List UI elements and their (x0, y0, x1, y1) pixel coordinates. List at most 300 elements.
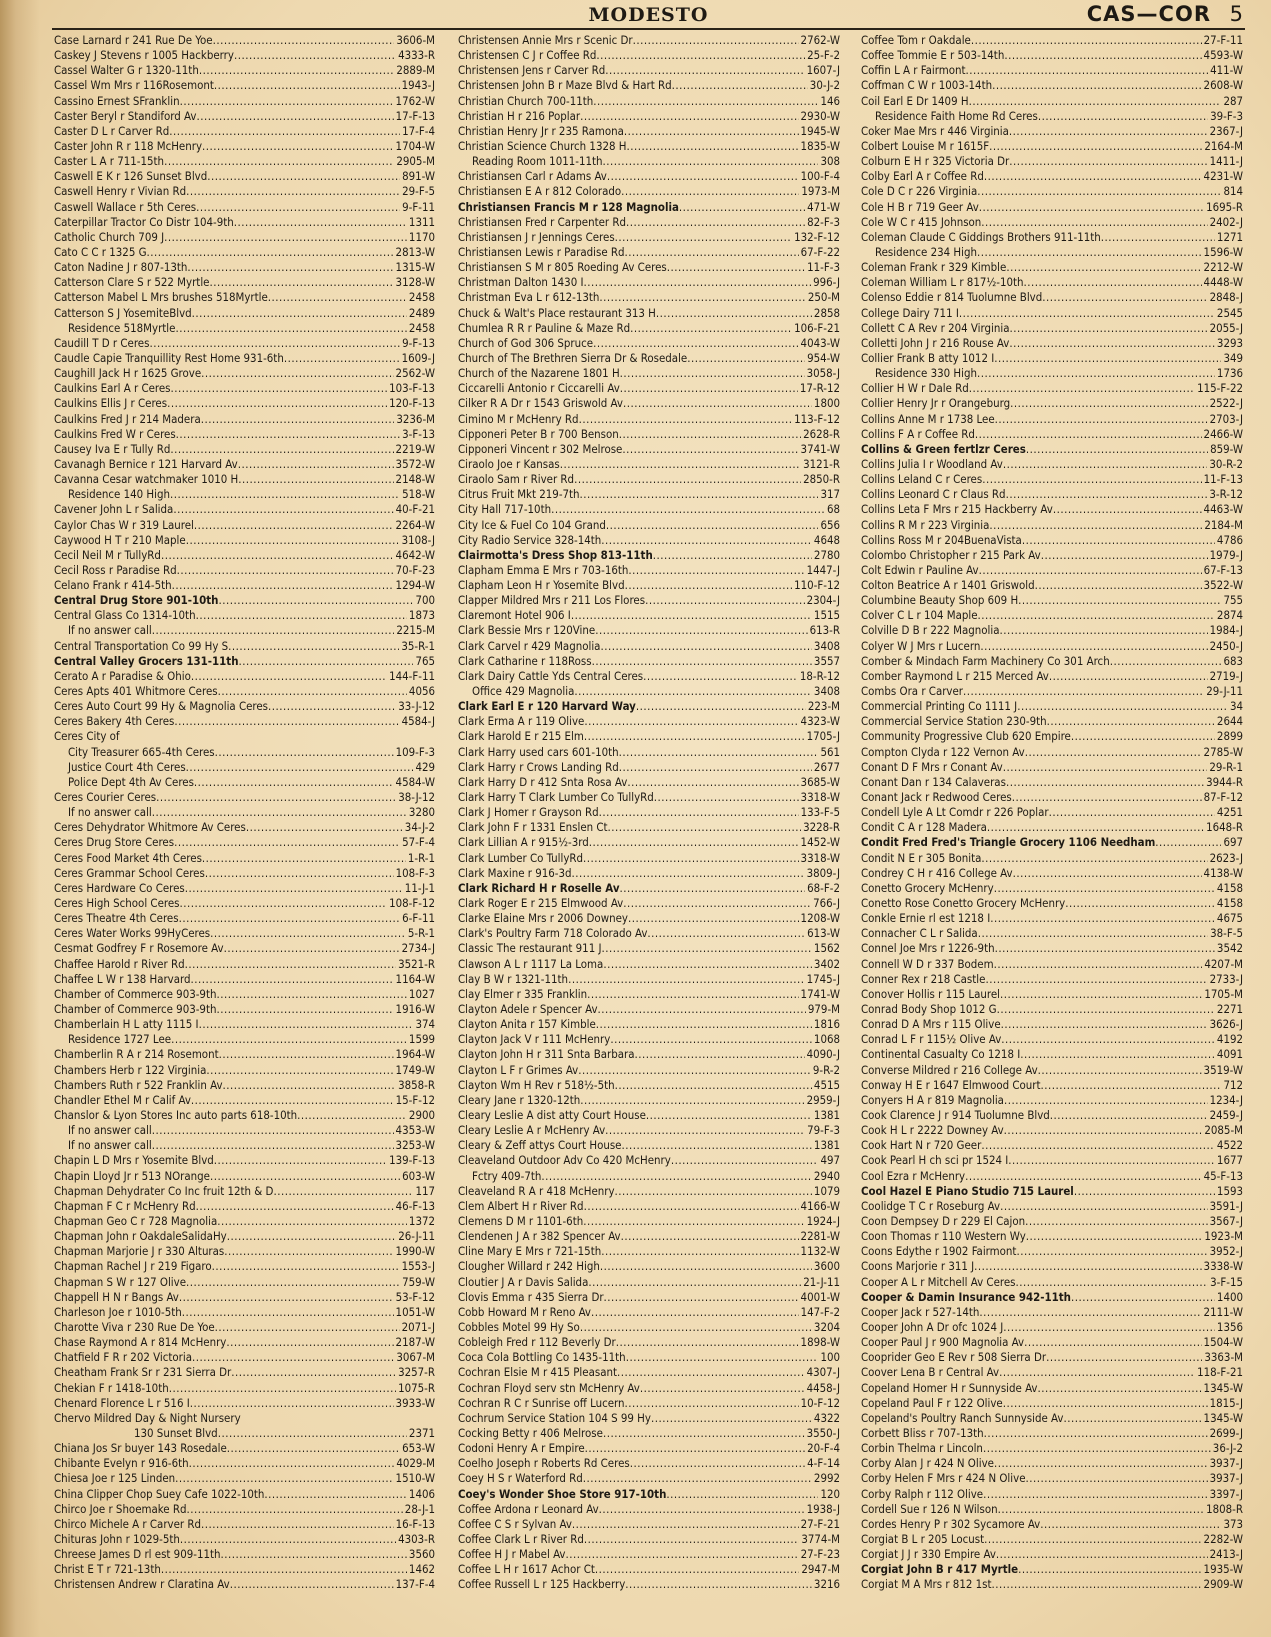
leader-dots (187, 1502, 403, 1517)
listing-phone: 1510-W (395, 1471, 435, 1486)
listing-name: Caylor Chas W r 319 Laurel (54, 517, 194, 532)
leader-dots (199, 63, 395, 78)
listing-name: Chirco Michele A r Carver Rd (54, 1516, 201, 1531)
listing-name: Chambers Ruth r 522 Franklin Av (54, 1077, 223, 1092)
leader-dots (635, 1047, 805, 1062)
listing-phone: 1648-R (1206, 820, 1243, 835)
leader-dots (1053, 502, 1202, 517)
listing-phone: 2458 (408, 290, 435, 305)
listing-phone: 3937-J (1209, 1471, 1243, 1486)
listing-phone: 1447-J (806, 562, 840, 577)
leader-dots (978, 926, 1208, 941)
leader-dots (216, 1002, 393, 1017)
listing-name: Conway H E r 1647 Elmwood Court (861, 1077, 1041, 1092)
leader-dots (626, 215, 805, 230)
listing-name: Cole H B r 719 Geer Av (861, 199, 979, 214)
listing-name: Caulkins Earl A r Ceres (54, 381, 171, 396)
listing-row (458, 1335, 840, 1350)
listing-row (54, 245, 435, 260)
listing-row (861, 714, 1243, 729)
leader-dots (196, 109, 393, 124)
listing-row (458, 487, 840, 502)
listing-phone: 108-F-12 (389, 896, 435, 911)
listing-row (458, 1320, 840, 1335)
listing-row (861, 1229, 1243, 1244)
listing-row (54, 987, 435, 1002)
listing-name: Conant D F Mrs r Conant Av (861, 759, 1003, 774)
listing-name: Caywood H T r 210 Maple (54, 532, 186, 547)
listing-row (458, 851, 840, 866)
leader-dots (1074, 1184, 1215, 1199)
listing-row (861, 1199, 1243, 1214)
listing-phone: 26-J-11 (398, 1229, 435, 1244)
listing-name: Chervo Mildred Day & Night Nursery (54, 1410, 241, 1425)
listing-phone: 30-R-2 (1209, 456, 1243, 471)
listing-row (458, 48, 840, 63)
listing-name: Coons Marjorie r 311 J (861, 1259, 975, 1274)
listing-phone: 67-F-13 (1203, 562, 1243, 577)
listing-name: Ceres Apts 401 Whitmore Ceres (54, 684, 218, 699)
listing-row (861, 290, 1243, 305)
listing-row (54, 63, 435, 78)
leader-dots (981, 215, 1207, 230)
listing-name: Caster D L r Carver Rd (54, 123, 170, 138)
listing-row (861, 1426, 1243, 1441)
listing-row (861, 1411, 1243, 1426)
listing-name: Caswell E K r 126 Sunset Blvd (54, 169, 208, 184)
listing-phone: 1452-W (800, 835, 840, 850)
leader-dots (209, 275, 393, 290)
listing-row (54, 608, 435, 623)
listing-name: Cobbles Motel 99 Hy So (458, 1319, 580, 1334)
listing-phone: 1762-W (395, 93, 435, 108)
listing-name: Coffee Tommie E r 503-14th (861, 48, 1005, 63)
listing-name: Ciccarelli Antonio r Ciccarelli Av (458, 381, 620, 396)
listing-name: Christiansen Carl r Adams Av (458, 169, 607, 184)
listing-name: Christensen C J r Coffee Rd (458, 48, 597, 63)
leader-dots (599, 805, 799, 820)
listing-name: Chenard Florence L r 516 I (54, 1395, 190, 1410)
leader-dots (228, 639, 399, 654)
leader-dots (1004, 48, 1201, 63)
listing-name: Connacher C L r Salida (861, 926, 978, 941)
leader-dots (196, 200, 400, 215)
leader-dots (984, 169, 1202, 184)
leader-dots (984, 1532, 1201, 1547)
listing-row (458, 941, 840, 956)
listing-name: If no answer call (68, 805, 152, 820)
listing-name: Collins Julia I r Woodland Av (861, 456, 1003, 471)
listing-phone: 87-F-12 (1203, 790, 1243, 805)
listing-row (861, 351, 1243, 366)
listing-name: Codoni Henry A r Empire (458, 1441, 585, 1456)
listing-row (54, 623, 435, 638)
listing-phone: 106-F-21 (794, 320, 840, 335)
listing-row (54, 851, 435, 866)
listing-name: Residence 330 High (875, 366, 977, 381)
leader-dots (1001, 1032, 1215, 1047)
listing-name: Connell W D r 337 Bodem (861, 956, 994, 971)
listing-name: Chuck & Walt's Place restaurant 313 H (458, 305, 656, 320)
listing-row (54, 578, 435, 593)
listing-phone: 2148-W (395, 472, 435, 487)
listing-row (54, 306, 435, 321)
leader-dots (227, 1229, 397, 1244)
listing-row (458, 1063, 840, 1078)
listing-name: Cooper Paul J r 900 Magnolia Av (861, 1335, 1025, 1350)
listing-phone: 40-F-21 (395, 502, 435, 517)
listing-phone: 2959-J (806, 1092, 840, 1107)
listing-row (458, 1002, 840, 1017)
listing-row (458, 1577, 840, 1592)
listing-phone: 1234-J (1209, 1092, 1243, 1107)
listing-phone: 1990-W (395, 1244, 435, 1259)
listing-name: Colletti John J r 216 Rouse Av (861, 335, 1010, 350)
listing-name: Commercial Service Station 230-9th (861, 714, 1047, 729)
listing-phone: 6-F-11 (402, 911, 435, 926)
listing-phone: 1562 (813, 941, 840, 956)
listing-name: Christensen Annie Mrs r Scenic Dr (458, 33, 633, 47)
leader-dots (654, 790, 799, 805)
listing-row (458, 1017, 840, 1032)
listing-row (458, 1441, 840, 1456)
listing-row (861, 1244, 1243, 1259)
listing-phone: 1208-W (800, 911, 840, 926)
leader-dots (152, 1138, 394, 1153)
listing-name: Ciraolo Joe r Kansas (458, 456, 560, 471)
listing-name: Community Progressive Club 620 Empire (861, 729, 1071, 744)
listing-row (54, 972, 435, 987)
listing-name: Cato C C r 1325 G (54, 244, 147, 259)
listing-row (458, 33, 840, 48)
listing-row (54, 1199, 435, 1214)
listing-row (458, 321, 840, 336)
leader-dots (161, 548, 394, 563)
listing-row (861, 169, 1243, 184)
listing-name: Ceres Bakery 4th Ceres (54, 714, 175, 729)
listing-row (54, 1153, 435, 1168)
leader-dots (998, 1502, 1204, 1517)
listing-row (861, 1441, 1243, 1456)
listing-row (861, 1108, 1243, 1123)
leader-dots (624, 124, 799, 139)
leader-dots (1041, 1078, 1222, 1093)
listing-row (54, 714, 435, 729)
leader-dots (1018, 593, 1221, 608)
listing-row (54, 109, 435, 124)
leader-dots (152, 805, 407, 820)
listing-row (861, 1365, 1243, 1380)
listing-row (54, 1502, 435, 1517)
listing-name: Conyers H A r 819 Magnolia (861, 1092, 1004, 1107)
listing-name: Clay B W r 1321-11th (458, 971, 569, 986)
listing-row (458, 1456, 840, 1471)
listing-name: Collins Leta F Mrs r 215 Hackberry Av (861, 502, 1053, 517)
leader-dots (192, 306, 407, 321)
listing-row (54, 124, 435, 139)
listing-name: Clemens D M r 1101-6th (458, 1213, 584, 1228)
listing-phone: 2780 (813, 547, 840, 562)
listing-name: Chapman Rachel J r 219 Figaro (54, 1259, 212, 1274)
leader-dots (1071, 1290, 1215, 1305)
leader-dots (1042, 290, 1207, 305)
leader-dots (171, 1032, 407, 1047)
listing-row (54, 366, 435, 381)
listing-phone: 1816 (813, 1017, 840, 1032)
listing-row (861, 1290, 1243, 1305)
listing-row (54, 200, 435, 215)
listing-phone: 2623-J (1209, 850, 1243, 865)
listing-row (458, 775, 840, 790)
listing-row (861, 835, 1243, 850)
listing-row (861, 1017, 1243, 1032)
listing-name: Christ E T r 721-13th (54, 1562, 161, 1577)
listing-phone: 653-W (402, 1441, 435, 1456)
leader-dots (584, 729, 805, 744)
listing-row (54, 412, 435, 427)
leader-dots (199, 1017, 414, 1032)
listing-phone: 39-F-3 (1210, 108, 1243, 123)
leader-dots (963, 684, 1204, 699)
listing-name: Ceres Dehydrator Whitmore Av Ceres (54, 820, 246, 835)
listing-row (458, 1047, 840, 1062)
listing-name: Corgiat M A Mrs r 812 1st (861, 1577, 992, 1592)
listing-phone: 3522-W (1203, 578, 1243, 593)
listing-phone: 1271 (1216, 229, 1243, 244)
leader-dots (619, 760, 812, 775)
listing-name: Chappell H N r Bangs Av (54, 1289, 179, 1304)
listing-row (458, 260, 840, 275)
listing-name: Collins Leland C r Ceres (861, 472, 983, 487)
listing-row (861, 533, 1243, 548)
listing-phone: 1462 (408, 1562, 435, 1577)
leader-dots (214, 1153, 387, 1168)
listing-phone: 374 (415, 1017, 435, 1032)
listing-phone: 2734-J (401, 941, 435, 956)
listing-name: Clapham Leon H r Yosemite Blvd (458, 578, 625, 593)
listing-phone: 109-F-3 (395, 744, 435, 759)
listing-name: Christman Dalton 1430 I (458, 275, 584, 290)
listing-row (54, 472, 435, 487)
listing-row (861, 1063, 1243, 1078)
listing-phone: 2450-J (1209, 638, 1243, 653)
listing-row (458, 518, 840, 533)
listing-phone: 1051-W (395, 1304, 435, 1319)
listing-name: Caudle Capie Tranquillity Rest Home 931-6th (54, 350, 284, 365)
listing-phone: 656 (820, 517, 840, 532)
listing-phone: 3408 (813, 684, 840, 699)
leader-dots (1003, 1320, 1215, 1335)
listing-phone: 1068 (813, 1032, 840, 1047)
listing-row (458, 1032, 840, 1047)
leader-dots (1040, 1517, 1221, 1532)
listing-row (54, 1214, 435, 1229)
listing-name: Clayton John H r 311 Snta Barbara (458, 1047, 635, 1062)
listing-phone: 4043-W (800, 335, 840, 350)
leader-dots (187, 260, 393, 275)
listing-phone: 3685-W (800, 774, 840, 789)
listing-name: Coca Cola Bottling Co 1435-11th (458, 1350, 626, 1365)
listing-phone: 4207-M (1204, 956, 1243, 971)
leader-dots (190, 1396, 394, 1411)
listing-row (458, 94, 840, 109)
leader-dots (1004, 1123, 1203, 1138)
listing-phone: 110-F-12 (794, 578, 840, 593)
listing-name: Clark Erma A r 119 Olive (458, 714, 585, 729)
listing-phone: 4231-W (1203, 169, 1243, 184)
listing-name: Chreese James D rl est 909-11th (54, 1547, 221, 1562)
listing-name: Coleman Frank r 329 Kimble (861, 260, 1007, 275)
listing-name: Chatfield F R r 202 Victoria (54, 1350, 192, 1365)
listing-phone: 4593-W (1203, 48, 1243, 63)
listing-name: Chumlea R R r Pauline & Maze Rd (458, 320, 631, 335)
listing-name: Chambers Herb r 122 Virginia (54, 1062, 207, 1077)
listing-name: Coey H S r Waterford Rd (458, 1471, 583, 1486)
listing-row (54, 866, 435, 881)
listing-row (861, 1047, 1243, 1062)
leader-dots (574, 472, 801, 487)
listing-phone: 29-J-11 (1206, 684, 1243, 699)
leader-dots (966, 63, 1209, 78)
listing-phone: 3363-M (1204, 1350, 1243, 1365)
listing-phone: 113-F-12 (794, 411, 840, 426)
listing-phone: 117 (415, 1183, 435, 1198)
listing-phone: 3293 (1216, 335, 1243, 350)
leader-dots (633, 33, 799, 48)
listing-name: Caswell Henry r Vivian Rd (54, 184, 187, 199)
listing-phone: 518-W (402, 487, 435, 502)
listing-name: Chapman Dehydrater Co Inc fruit 12th & D (54, 1183, 274, 1198)
listing-phone: 1609-J (401, 350, 435, 365)
leader-dots (221, 1547, 407, 1562)
leader-dots (1026, 1471, 1208, 1486)
listing-name: Cleary & Zeff attys Court House (458, 1138, 622, 1153)
listing-phone: 1381 (813, 1107, 840, 1122)
listing-phone: 1075-R (398, 1380, 435, 1395)
listing-phone: 3952-J (1209, 1244, 1243, 1259)
listing-phone: 2111-W (1203, 1304, 1243, 1319)
leader-dots (174, 714, 399, 729)
listing-name: Cochran Elsie M r 415 Pleasant (458, 1365, 617, 1380)
listing-row (458, 1350, 840, 1365)
listing-row (54, 1138, 435, 1153)
listing-row (458, 1426, 840, 1441)
listing-name: Coffee Russell L r 125 Hackberry (458, 1577, 626, 1592)
listing-phone: 68 (826, 502, 840, 517)
leader-dots (625, 245, 799, 260)
listing-phone: 18-R-12 (799, 668, 840, 683)
listing-phone: 3108-J (401, 532, 435, 547)
listing-row (54, 911, 435, 926)
leader-dots (180, 1532, 396, 1547)
listing-name: Catterson Mabel L Mrs brushes 518Myrtle (54, 290, 268, 305)
listing-phone: 25-F-2 (807, 48, 840, 63)
leader-dots (667, 260, 805, 275)
listing-row (458, 714, 840, 729)
listing-name: Chirco Joe r Shoemake Rd (54, 1501, 187, 1516)
listing-phone: 1504-W (1203, 1335, 1243, 1350)
listing-name: Cook Pearl H ch sci pr 1524 I (861, 1153, 1009, 1168)
leader-dots (995, 412, 1208, 427)
listing-name: Chapin L D Mrs r Yosemite Blvd (54, 1153, 214, 1168)
listing-row (458, 139, 840, 154)
listing-row (861, 1381, 1243, 1396)
listing-row (861, 578, 1243, 593)
listing-name: Central Drug Store 901-10th (54, 593, 219, 608)
listing-row (458, 1290, 840, 1305)
leader-dots (201, 366, 393, 381)
listing-row (458, 275, 840, 290)
listing-phone: 1079 (813, 1183, 840, 1198)
listing-name: Condell Lyle A Lt Comdr r 226 Poplar (861, 805, 1049, 820)
listing-name: Cleary Leslie A dist atty Court House (458, 1107, 646, 1122)
leader-dots (218, 1426, 407, 1441)
listing-phone: 1898-W (800, 1335, 840, 1350)
leader-dots (979, 563, 1202, 578)
listing-name: Clark Richard H r Roselle Av (458, 880, 620, 895)
listing-phone: 4090-J (806, 1047, 840, 1062)
listing-row (54, 139, 435, 154)
listing-phone: 2187-W (395, 1335, 435, 1350)
listing-name: Caster John R r 118 McHenry (54, 138, 203, 153)
leader-dots (593, 94, 818, 109)
listing-phone: 4158 (1216, 896, 1243, 911)
listing-row (54, 1365, 435, 1380)
leader-dots (1155, 835, 1221, 850)
listing-phone: 2219-W (395, 441, 435, 456)
leader-dots (180, 896, 388, 911)
listing-row (861, 427, 1243, 442)
listing-row (458, 290, 840, 305)
listing-row (861, 184, 1243, 199)
listing-phone: 1924-J (806, 1213, 840, 1228)
listing-row (458, 457, 840, 472)
leader-dots (169, 1381, 396, 1396)
listing-row (861, 412, 1243, 427)
listing-row (861, 563, 1243, 578)
leader-dots (977, 366, 1215, 381)
leader-dots (1006, 775, 1204, 790)
leader-dots (234, 215, 407, 230)
listing-name: Cooper & Damin Insurance 942-11th (861, 1289, 1071, 1304)
listing-row (458, 1078, 840, 1093)
listing-row (458, 639, 840, 654)
listing-row (458, 396, 840, 411)
listing-row (861, 1396, 1243, 1411)
listing-phone: 2628-R (803, 426, 840, 441)
listing-name: Caster L A r 711-15th (54, 154, 165, 169)
leader-dots (969, 94, 1222, 109)
leader-dots (605, 63, 804, 78)
listing-name: Cochran Floyd serv stn McHenry Av (458, 1380, 640, 1395)
leader-dots (173, 502, 393, 517)
leader-dots (994, 1456, 1208, 1471)
listing-row (861, 487, 1243, 502)
listing-name: Ceres Drug Store Ceres (54, 835, 175, 850)
listing-phone: 68-F-2 (807, 880, 840, 895)
listing-row (54, 260, 435, 275)
listing-row (861, 972, 1243, 987)
leader-dots (601, 533, 812, 548)
leader-dots (656, 306, 812, 321)
listing-name: Cloutier J A r Davis Salida (458, 1274, 589, 1289)
listing-name: Clayton L F r Grimes Av (458, 1062, 579, 1077)
listing-phone: 2677 (813, 759, 840, 774)
listing-row (54, 729, 435, 744)
listing-row (861, 33, 1243, 48)
listing-phone: 2085-M (1204, 1123, 1243, 1138)
leader-dots (238, 457, 394, 472)
